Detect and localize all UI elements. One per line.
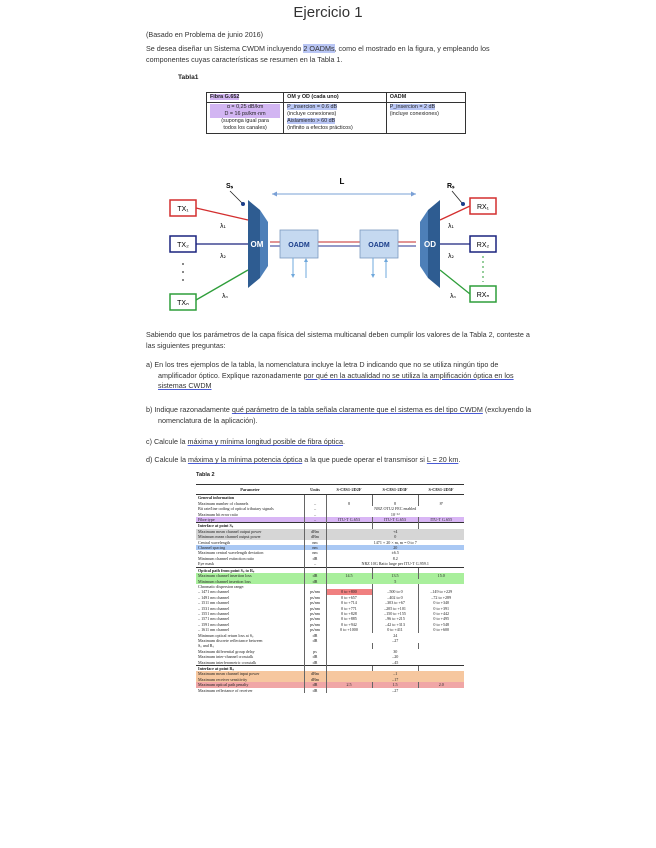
table2-value-cell: 8ª [418,501,464,506]
table2-value-cell: 14.5 [326,573,372,578]
table2-value-cell: 0 to +411 [372,627,418,632]
intro-highlight: 2 OADMs [303,44,335,53]
table2-value-cell: –42 to +313 [372,622,418,627]
question-b-text: b) Indique razonadamente [146,405,232,414]
table2-value-cell: 2.5 [326,682,372,687]
question-b-text-2: (excluyendo la nomenclatura de la aplicación). [158,405,532,425]
question-c-underline: máxima y mínima longitud posible de fibra óptica [187,437,343,446]
dot [182,263,184,265]
rs-point [461,202,465,206]
intro-text-1: Se desea diseñar un Sistema CWDM incluyendo [146,44,304,53]
table2-param-cell: Maximum differential group delay [198,648,255,654]
table2-param-cell: Maximum interferometric crosstalk [198,659,257,665]
rxn-line [440,270,470,294]
table2-value-cell: 8 [326,501,372,506]
source-note: (Basado en Problema de junio 2016) [146,30,264,39]
table2-value-cell: ITU-T G.655 [418,517,464,523]
table2-param-cell: Chromatic dispersion range: [198,583,245,589]
table2-value-cell: 0 to +495 [418,616,464,621]
table2-unit-cell: – [304,501,326,506]
question-d-text: d) Calcule la [146,455,188,464]
cwdm-diagram [160,170,510,320]
ss-point [241,202,245,206]
table2-value-cell: 0 to +600 [418,627,464,632]
tx1-label: TX₁ [177,206,189,213]
table2-value-cell: 0 to +885 [326,616,372,621]
table1-header: OM y OD (cada uno) [284,93,387,103]
table2-value-cell: 0 to +1000 [326,627,372,632]
table2-value-cell: –96 to +215 [372,616,418,621]
table2-unit-cell: dB [304,579,326,584]
table2-unit-cell: ps/nm [304,616,326,621]
rs-pointer [452,191,462,203]
arrow-head-left [272,192,277,197]
tx2-label: TX₂ [177,242,189,249]
question-d-underline-2: L = 20 km [426,455,459,464]
table2-value-cell: –149 to +229 [418,589,464,594]
oadm2-label: OADM [368,242,390,249]
table2-param-cell: Minimum channel extinction ratio [198,555,255,561]
oadm2-drop-arrow [371,274,375,278]
table2-value-cell: 0 to +714 [326,600,372,605]
table2-value-cell: –500 to 0 [372,589,418,594]
table2-param-cell: Eye mask [198,561,215,567]
table2-unit-cell: ps/nm [304,627,326,632]
table2-param-cell: Maximum inter-channel crosstalk [198,654,254,660]
table2-value-cell: 10⁻¹² [326,512,464,517]
txn-label: TXₙ [177,300,189,307]
table2-param-cell: Central wavelength [198,539,230,545]
table2-param-cell: Maximum number of channels [198,500,249,506]
table2-param-cell: – 1571 nm channel [198,616,230,622]
table2-value-cell: 0 to +391 [418,606,464,611]
table2-value-cell: 15.0 [418,573,464,578]
table2-header: S-C8S1-2D2F [326,485,372,495]
table2-unit-cell: dB [304,556,326,561]
table2-param-cell: Maximum bit error ratio [198,511,238,517]
table2-unit-cell: dB [304,638,326,643]
table2-unit-cell: ps/nm [304,622,326,627]
table2-unit-cell: dB [304,688,326,693]
table2-param-cell: – 1611 nm channel [198,627,230,633]
table2-header-row [196,485,464,495]
table2-value-cell: 0 to +657 [326,595,372,600]
table2-value-cell: –27 [326,638,464,643]
table2-value-cell: 30 [326,649,464,654]
question-c [146,437,532,448]
od-label: OD [424,240,436,249]
table2-param-cell: Maximum channel insertion loss [196,573,304,578]
table2-value-cell: 8 [372,501,418,506]
rx1-line [440,206,470,220]
table2-unit-cell: nm [304,550,326,555]
table2-param-cell: Maximum mean channel input power [196,671,304,676]
table2-param-cell: – 1551 nm channel [198,610,230,616]
lambda-right-1: λ₁ [448,223,454,230]
table2-param-cell: Channel spacing [196,545,304,550]
table2-param-cell: – 1491 nm channel [198,594,230,600]
rs-label: Rₛ [447,183,455,190]
table2-param-cell: Maximum reflectance of receiver [198,687,253,693]
question-a-text: a) En los tres ejemplos de la tabla, la nomenclatura incluye la letra D indicando que no se utiliza ningún tipo de amplificador óptico. Explique razonadamente [146,360,499,380]
table2-value-cell: 2.0 [418,682,464,687]
table2-value-cell: –72 to +289 [418,595,464,600]
table2-unit-cell: ps/nm [304,606,326,611]
lambda-right-n: λₙ [450,293,456,300]
lambda-left-1: λ₁ [220,223,226,230]
table2-value-cell: 0 to +340 [418,600,464,605]
arrow-head-right [411,192,416,197]
table2-param-cell: – 1511 nm channel [198,600,230,606]
table2-value-cell: 0 to +771 [326,606,372,611]
om-label: OM [250,240,264,249]
question-d-text-3: . [458,455,461,464]
table2-param-cell: General information [196,495,304,501]
table2-value-cell: –205 to +101 [372,606,418,611]
table2-param-cell: Interface at point Sₛ [196,523,304,529]
table2-header: Units [304,485,326,495]
table2-unit-cell: dBm [304,671,326,676]
table2-value-cell: 0 to +942 [326,622,372,627]
paragraph-2: Sabiendo que los parámetros de la capa física del sistema multicanal deben cumplir los valores de la Tabla 2, conteste a las siguientes preguntas: [146,330,530,350]
table2-value-cell: 20 [326,545,464,550]
table2-param-cell: Minimum mean channel output power [196,534,304,539]
table1-cell-om-od: P_insercion = 0.6 dB (incluye conexiones) Aislamiento > 60 dB (infinito a efectos prácticos) [284,103,387,134]
lambda-right-2: λ₂ [448,253,454,260]
table2-header: Parameter [196,485,304,495]
table2-unit-cell: – [304,561,326,567]
page-title: Ejercicio 1 [293,4,363,21]
intro-paragraph [146,44,532,65]
intro-text-2: , como el mostrado en la figura, y empleando los componentes cuyas características se resumen en la Tabla 1. [146,44,490,64]
table2-header: S-C8S1-2D5F [418,485,464,495]
table2-unit-cell: – [304,512,326,517]
table1-header: OADM [386,93,465,103]
oadm1-add-arrow [304,258,308,262]
question-d-underline: máxima y la mínima potencia óptica [187,455,303,464]
table2-unit-cell: dB [304,682,326,687]
table2-param-cell: Maximum central wavelength deviation [198,550,264,556]
table2-param-cell: Maximum discrete reflectance between [198,637,263,643]
table2-param-cell: – 1531 nm channel [198,605,230,611]
table2-param-cell: Fibre type [196,517,304,523]
dot [182,271,184,273]
question-c-text: c) Calcule la [146,437,188,446]
table2-unit-cell: dBm [304,534,326,539]
table2-value-cell: –20 [326,654,464,659]
table2-unit-cell: dB [304,633,326,638]
table2-value-cell: –45 [326,660,464,666]
table1 [206,92,466,134]
table2-value-cell: NRZ 10G Ratio large per ITU-T G.959.1 [326,561,464,567]
table2-unit-cell: dB [304,573,326,578]
table2-unit-cell: dBm [304,529,326,534]
table2-unit-cell: ps/nm [304,595,326,600]
table2-row [196,688,464,693]
question-b [146,405,532,426]
ss-pointer [230,191,242,203]
table1-header: Fibra G.652 [207,93,284,103]
table2-value-cell: 0 to +442 [418,611,464,616]
table2-value-cell: –150 to +155 [372,611,418,616]
rx2-label: RX₂ [476,242,490,249]
table2-value-cell: 5 [326,579,464,584]
table2-unit-cell: dBm [304,677,326,682]
question-b-underline: qué parámetro de la tabla señala claramente que el sistema es del tipo CWDM [231,405,483,414]
table2-unit-cell: nm [304,545,326,550]
rx1-label: RX₁ [476,204,490,211]
ss-label: Sₛ [226,183,234,190]
table2-caption: Tabla 2 [196,472,215,478]
table2-value-cell: 1471 + 20 × m, m = 0 to 7 [326,540,464,545]
table2-value-cell: 24 [326,633,464,638]
table2-unit-cell: ps/nm [304,600,326,605]
table2-param-cell: – 1591 nm channel [198,621,230,627]
table2-param-cell: Maximum mean channel output power [196,529,304,534]
question-a [146,360,532,392]
table2-param-cell: Maximum receiver sensitivity [196,677,304,682]
table2-value-cell: 0 to +828 [326,611,372,616]
oadm2-add-arrow [384,258,388,262]
table2-value-cell: ±6.5 [326,550,464,555]
table2-param-cell: – 1471 nm channel [198,589,230,595]
question-a-underline: por qué en la actualidad no se utiliza la amplificación óptica en los sistemas CWDM [158,370,514,390]
dot [182,279,184,281]
table2-unit-cell: – [304,506,326,511]
table2-value-cell: –1 [326,671,464,676]
table2-param-cell: Interface at point Rₛ [196,666,304,672]
table2-param-cell: Maximum optical path penalty [196,682,304,687]
table2-unit-cell: dB [304,654,326,659]
table2-param-cell: Optical path from point Sₛ to Rₛ [196,567,304,573]
question-d-text-2: a la que puede operar el transmisor si [302,455,427,464]
table2-value-cell: 13.5 [372,573,418,578]
table2-param-cell: Minimum optical return loss at Sₛ [198,632,254,638]
table2-unit-cell: ps/nm [304,611,326,616]
lambda-left-2: λ₂ [220,253,226,260]
table1-cell-oadm: P_insercion = 2 dB (incluye conexiones) [386,103,465,134]
tx1-line [196,208,248,220]
table2-value-cell: ITU-T G.653 [326,517,372,523]
table2-value-cell: –402 to 0 [372,595,418,600]
table2-unit-cell: ps/nm [304,589,326,594]
table2-value-cell: +4 [326,529,464,534]
table2-value-cell: NRZ OTU2 FEC enabled [326,506,464,511]
table2-value-cell: –17 [326,677,464,682]
table2-value-cell: –27 [326,688,464,693]
lambda-left-n: λₙ [222,293,228,300]
table2-value-cell: 0 [326,534,464,539]
table1-cell-fibra: α = 0,25 dB/km D = 16 ps/km·nm (suponga igual para todos los canales) [207,103,284,134]
oadm1-drop-arrow [291,274,295,278]
question-d [146,455,532,466]
table2 [196,484,464,693]
table2-unit-cell: ps [304,649,326,654]
table2-header: S-C8S1-2D3F [372,485,418,495]
table1-caption: Tabla1 [178,74,199,81]
table2-unit-cell: dB [304,660,326,666]
table2-unit-cell: nm [304,540,326,545]
table2-param-cell: Bit rate/line coding of optical tributary signals [198,506,274,512]
table2-value-cell: 0 to +800 [326,589,372,594]
table2-unit-cell: – [304,517,326,523]
table2-value-cell: 8.2 [326,556,464,561]
table2-param-cell: Sₛ and Rₛ [198,643,215,649]
table2-param-cell: Minimum channel insertion loss [196,579,304,584]
table2-value-cell: ITU-T G.653 [372,517,418,523]
table2-value-cell: –303 to +67 [372,600,418,605]
length-label: L [339,177,345,186]
table2-value-cell: 0 to +548 [418,622,464,627]
oadm1-label: OADM [288,242,310,249]
table2-value-cell: 1.5 [372,682,418,687]
question-c-text-2: . [342,437,345,446]
rxn-label: RXₙ [476,292,490,299]
